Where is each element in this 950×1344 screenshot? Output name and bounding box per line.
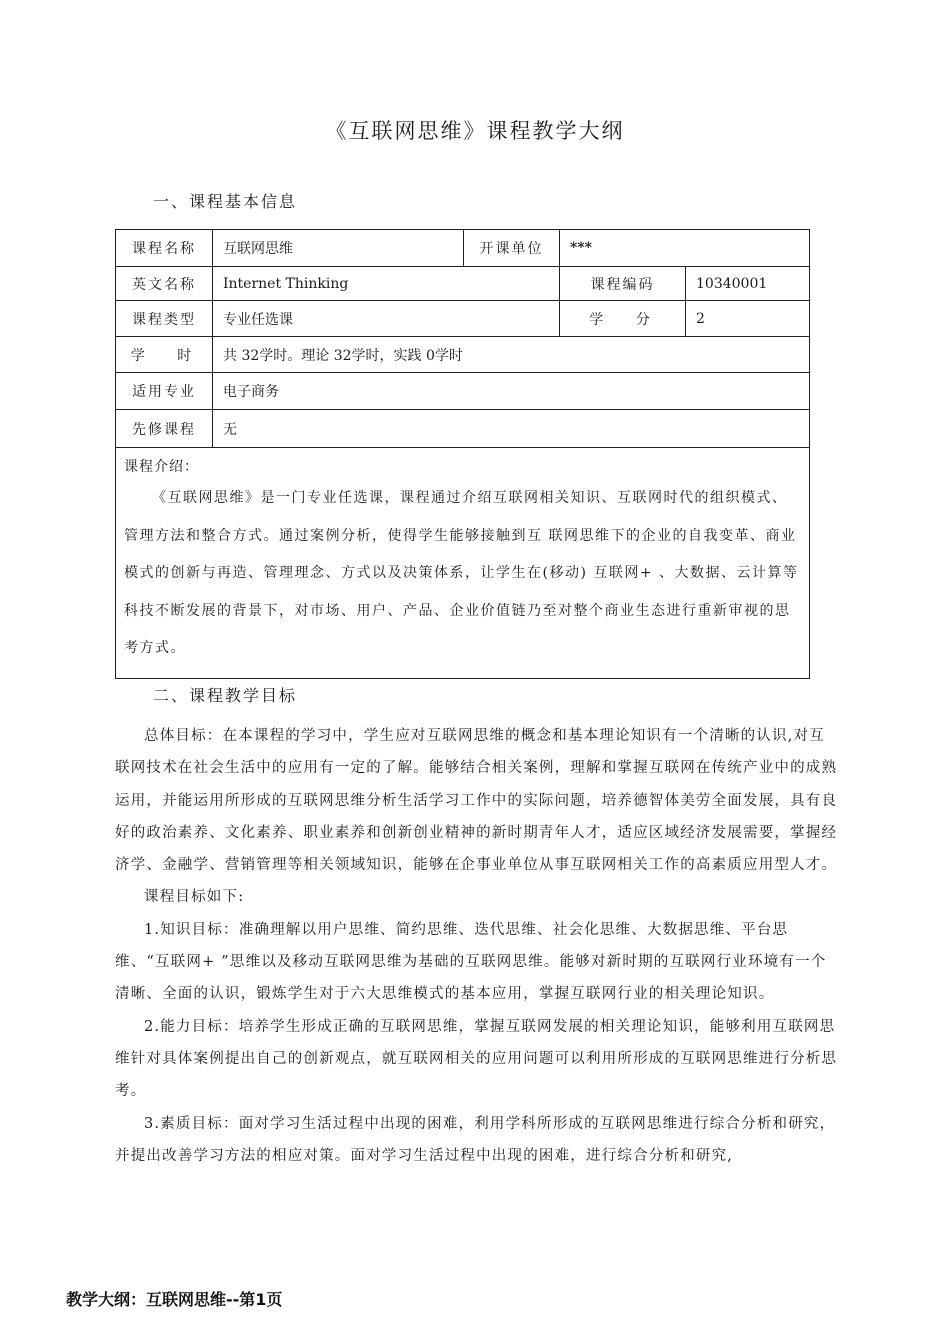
prereq-label: 先修课程 xyxy=(116,410,213,448)
knowledge-goal-paragraph: 1.知识目标：准确理解以用户思维、简约思维、迭代思维、社会化思维、大数据思维、平台思维、“互联网+ ”思维以及移动互联网思维为基础的互联网思维。能够对新时期的互联网行业环境有一个清晰、全面的认识，锻炼学生对于六大思维模式的基本应用，掌握互联网行业的相关理论知识。 xyxy=(115,921,827,1003)
table-row xyxy=(116,448,810,679)
dept-value: *** xyxy=(560,230,810,267)
major-label: 适用专业 xyxy=(116,373,213,410)
course-intro-label: 课程介绍： xyxy=(124,459,199,475)
ability-goal-paragraph: 2.能力目标：培养学生形成正确的互联网思维，掌握互联网发展的相关理论知识，能够利用互联网思维针对具体案例提出自己的创新观点，就互联网相关的应用问题可以利用所形成的互联网思维进行分析思考。 xyxy=(115,1018,838,1100)
table-row xyxy=(116,230,810,267)
overall-goal-paragraph: 总体目标：在本课程的学习中，学生应对互联网思维的概念和基本理论知识有一个清晰的认识,对互联网技术在社会生活中的应用有一定的了解。能够结合相关案例，理解和掌握互联网在传统产业中的成熟运用，并能运用所形成的互联网思维分析生活学习工作中的实际问题，培养德智体美劳全面发展，具有良好的政治素养、文化素养、职业素养和创新创业精神的新时期青年人才，适应区域经济发展需要，掌握经济学、金融学、营销管理等相关领域知识，能够在企事业单位从事互联网相关工作的高素质应用型人才。 xyxy=(115,728,838,874)
table-row xyxy=(116,410,810,448)
quality-goal-paragraph: 3.素质目标：面对学习生活过程中出现的困难，利用学科所形成的互联网思维进行综合分析和研究，并提出改善学习方法的相应对策。面对学习生活过程中出现的困难，进行综合分析和研究, xyxy=(115,1115,836,1164)
english-name-value: Internet Thinking xyxy=(213,267,560,301)
table-row xyxy=(116,373,810,410)
credit-label: 学 分 xyxy=(560,301,686,337)
course-type-label: 课程类型 xyxy=(116,301,213,337)
goals-intro: 课程目标如下: xyxy=(144,889,245,906)
page-footer: 教学大纲：互联网思维--第1页 xyxy=(66,1290,283,1309)
prereq-value: 无 xyxy=(213,410,810,448)
document-title: 《互联网思维》课程教学大纲 xyxy=(325,119,625,143)
course-code-value: 10340001 xyxy=(686,267,810,301)
dept-label: 开课单位 xyxy=(464,230,560,267)
section-heading-basic-info: 一、课程基本信息 xyxy=(153,192,298,211)
table-row xyxy=(116,337,810,373)
course-name-value: 互联网思维 xyxy=(213,230,464,267)
course-name-label: 课程名称 xyxy=(116,230,213,267)
section-heading-objectives: 二、课程教学目标 xyxy=(153,686,298,705)
table-row xyxy=(116,267,810,301)
course-intro-text: 《互联网思维》是一门专业任选课，课程通过介绍互联网相关知识、互联网时代的组织模式、管理方法和整合方式。通过案例分析，使得学生能够接触到互 联网思维下的企业的自我变革、商业模式的创新与再造、管理理念、方式以及决策体系，让学生在(移动) 互联网+ 、大数据、云计算等科技不断发展的背景下，对市场、用户、产品、企业价值链乃至对整个商业生态进行重新审视的思考方式。 xyxy=(124,490,799,656)
course-type-value: 专业任选课 xyxy=(213,301,560,337)
english-name-label: 英文名称 xyxy=(116,267,213,301)
major-value: 电子商务 xyxy=(213,373,810,410)
course-intro-cell xyxy=(116,448,810,679)
hours-value: 共 32学时。理论 32学时，实践 0学时 xyxy=(213,337,810,373)
hours-label: 学 时 xyxy=(116,337,213,373)
credit-value: 2 xyxy=(686,301,810,337)
course-info-table xyxy=(115,229,810,679)
course-code-label: 课程编码 xyxy=(560,267,686,301)
table-row xyxy=(116,301,810,337)
objectives-body xyxy=(115,720,840,1172)
